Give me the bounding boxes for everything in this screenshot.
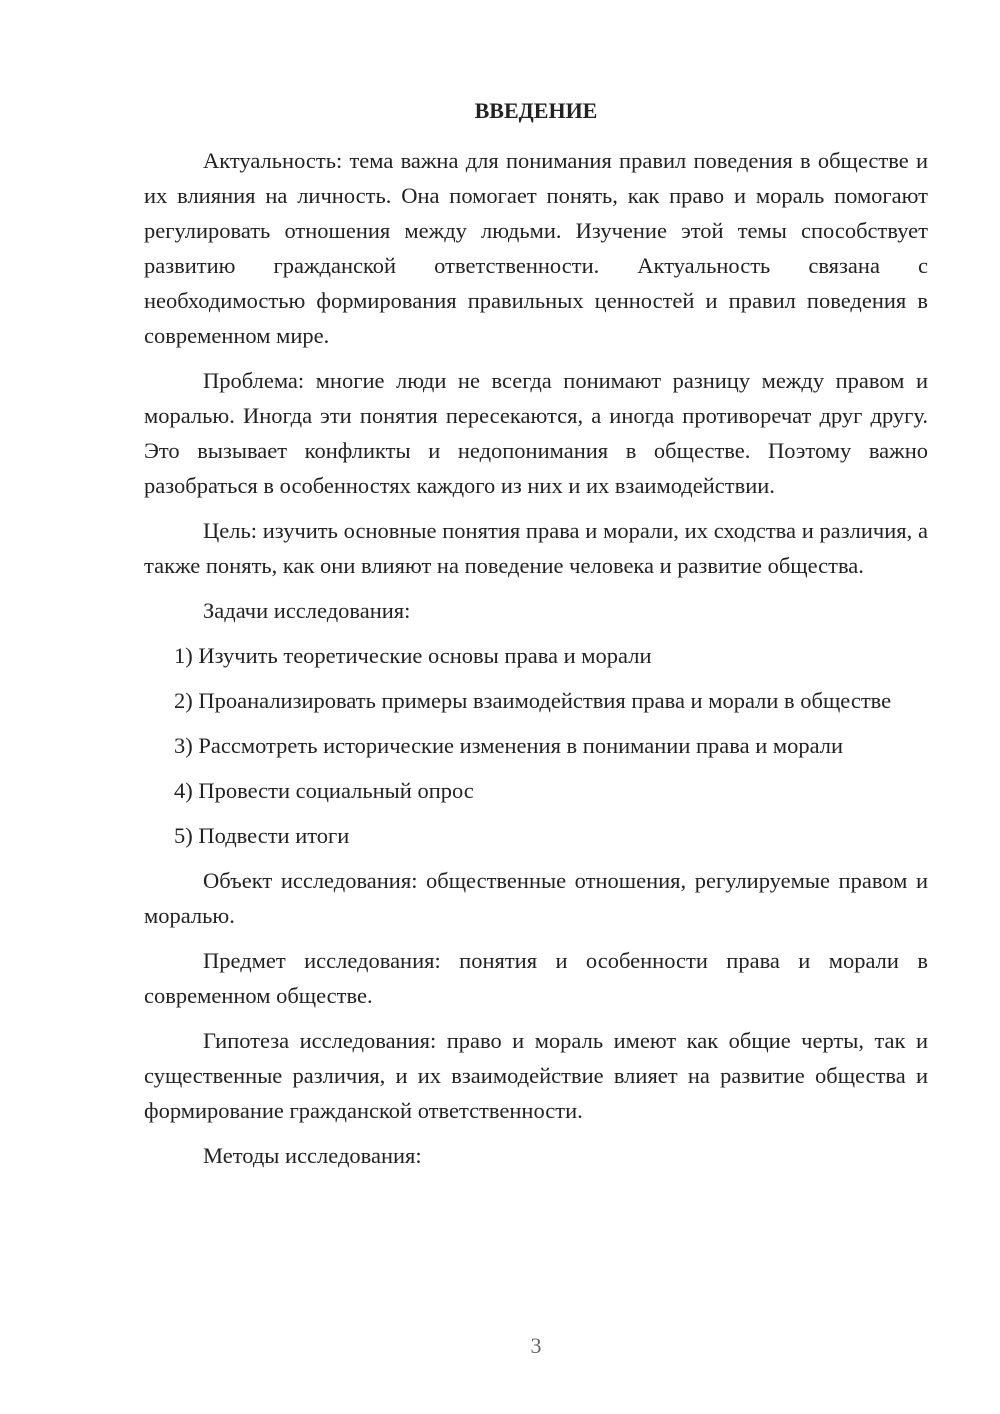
page-title: ВВЕДЕНИЕ	[474, 98, 598, 123]
task-item-1: 1) Изучить теоретические основы права и морали	[174, 643, 652, 668]
task-item-4: 4) Провести социальный опрос	[174, 778, 474, 803]
task-item-3: 3) Рассмотреть исторические изменения в понимании права и морали	[174, 733, 844, 758]
page-content	[144, 143, 928, 1183]
task-item-5: 5) Подвести итоги	[174, 823, 350, 848]
subject-paragraph: Предмет исследования: понятия и особенности права и морали в современном обществе.	[144, 948, 928, 1008]
task-item-2: 2) Проанализировать примеры взаимодействия права и морали в обществе	[174, 688, 892, 713]
hypothesis-paragraph: Гипотеза исследования: право и мораль имеют как общие черты, так и существенные различия, и их взаимодействие влияет на развитие общества и формирование гражданской ответственности.	[144, 1028, 928, 1123]
object-paragraph: Объект исследования: общественные отношения, регулируемые правом и моралью.	[144, 868, 928, 928]
methods-heading: Методы исследования:	[203, 1143, 422, 1168]
page-number: 3	[530, 1333, 542, 1358]
tasks-heading: Задачи исследования:	[203, 598, 411, 623]
goal-paragraph: Цель: изучить основные понятия права и морали, их сходства и различия, а также понять, как они влияют на поведение человека и развитие общества.	[144, 518, 928, 578]
relevance-paragraph: Актуальность: тема важна для понимания правил поведения в обществе и их влияния на личность. Она помогает понять, как право и мораль помогают регулировать отношения между людьми. Изучение этой темы способствует развитию гражданской ответственности. Актуальность связана с необходимостью формирования правильных ценностей и правил поведения в современном мире.	[144, 148, 928, 348]
problem-paragraph: Проблема: многие люди не всегда понимают разницу между правом и моралью. Иногда эти понятия пересекаются, а иногда противоречат друг другу. Это вызывает конфликты и недопонимания в обществе. Поэтому важно разобраться в особенностях каждого из них и их взаимодействии.	[144, 368, 928, 498]
